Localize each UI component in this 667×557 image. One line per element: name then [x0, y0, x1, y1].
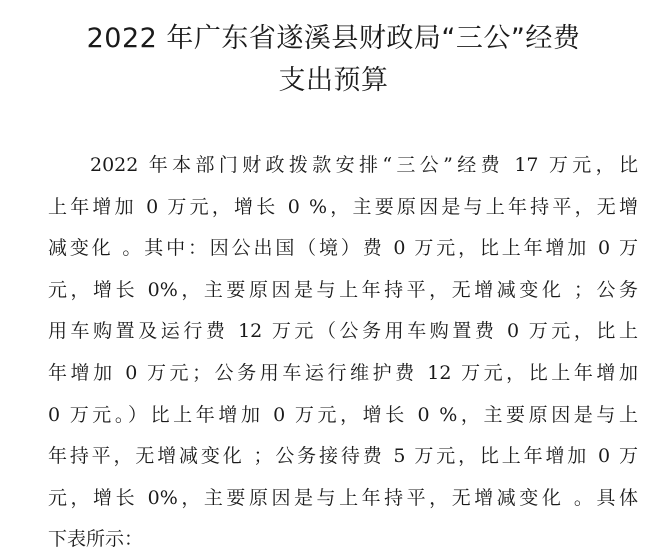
body-paragraph	[48, 145, 638, 557]
paragraph-line: 0 万元。）比上年增加 0 万元，增长 0 %，主要原因是与上	[48, 403, 638, 426]
paragraph-line: 下表所示：	[48, 528, 144, 551]
paragraph-line: 2022 年本部门财政拨款安排“三公”经费 17 万元，比	[90, 154, 638, 176]
paragraph-line: 元，增长 0%，主要原因是与上年持平，无增减变化 。具体	[48, 486, 638, 509]
paragraph-line: 年增加 0 万元；公务用车运行维护费 12 万元，比上年增加	[48, 361, 638, 384]
paragraph-line: 年持平，无增减变化 ；公务接待费 5 万元，比上年增加 0 万	[48, 445, 638, 468]
title-line-1: 2022 年广东省遂溪县财政局“三公”经费	[86, 23, 581, 54]
title-line-2: 支出预算	[278, 65, 389, 96]
paragraph-line: 用车购置及运行费 12 万元（公务用车购置费 0 万元，比上	[48, 320, 638, 343]
paragraph-line: 减变化 。其中：因公出国（境）费 0 万元，比上年增加 0 万	[48, 237, 638, 260]
paragraph-line: 上年增加 0 万元，增长 0 %，主要原因是与上年持平，无增	[48, 195, 638, 218]
document-title	[0, 18, 667, 102]
paragraph-line: 元，增长 0%，主要原因是与上年持平，无增减变化 ；公务	[48, 278, 638, 301]
